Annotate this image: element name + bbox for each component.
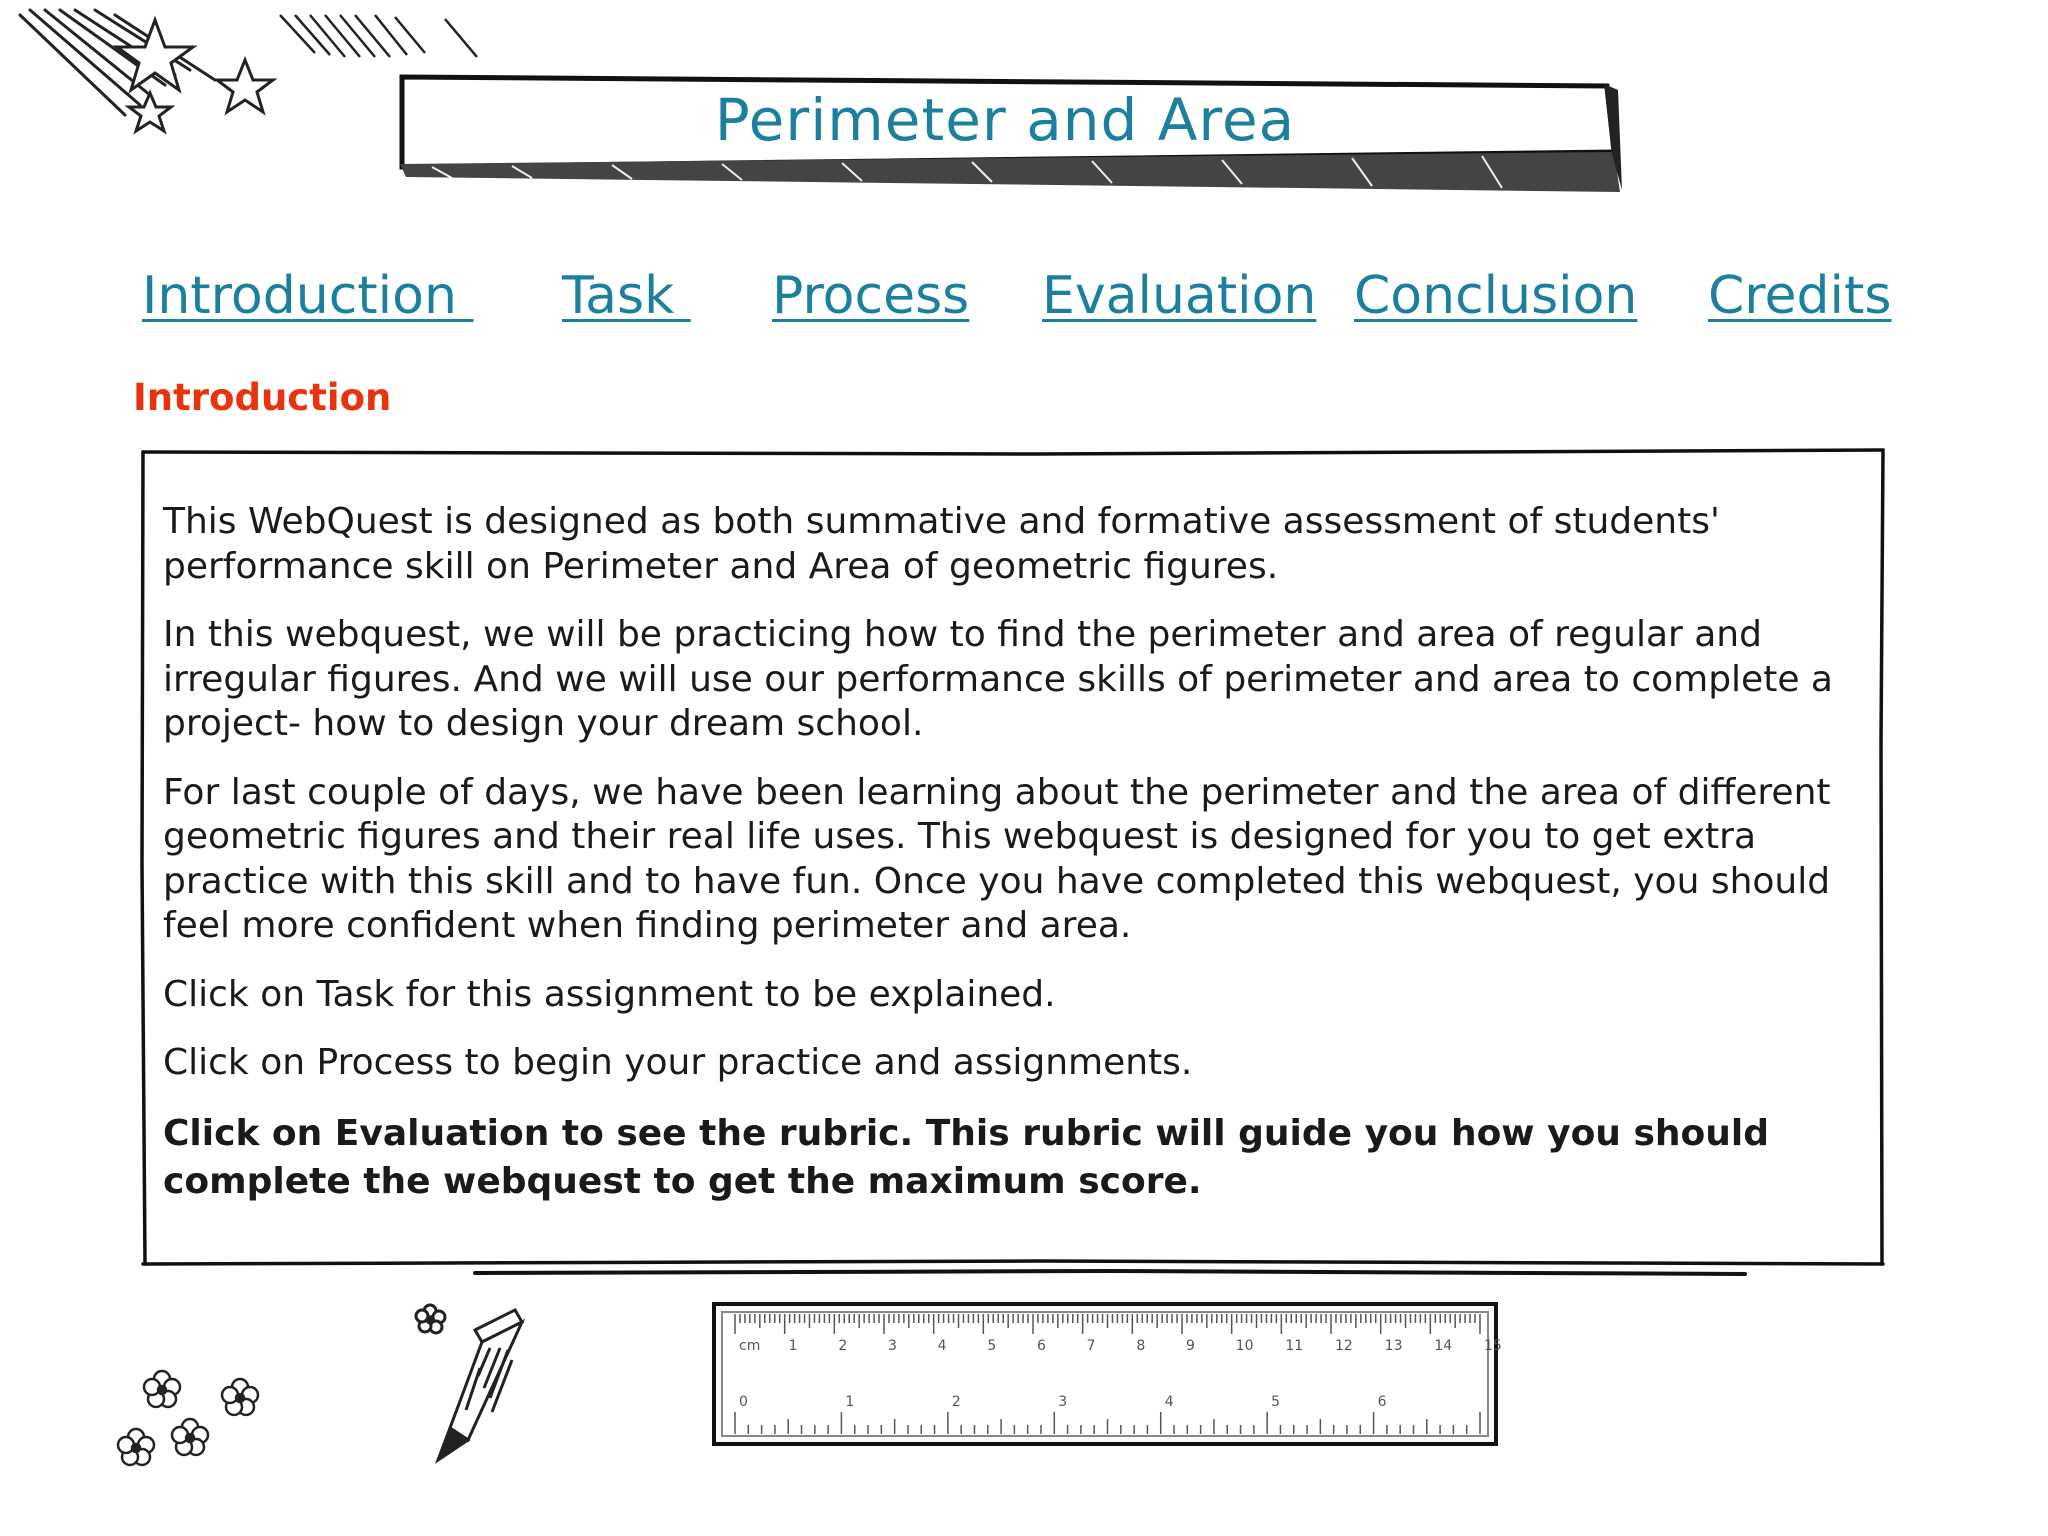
- ruler-bottom-label: 0: [739, 1394, 748, 1410]
- pencil-icon: [420, 1300, 550, 1470]
- nav-process-link[interactable]: Process: [772, 266, 970, 326]
- ruler-top-label: 13: [1384, 1338, 1403, 1354]
- intro-paragraph-4: Click on Task for this assignment to be explained.: [163, 973, 1056, 1015]
- nav-conclusion-link[interactable]: Conclusion: [1354, 266, 1638, 326]
- intro-paragraph-bold: Click on Evaluation to see the rubric. This rubric will guide you how you should complete the webquest to get the maximum score.: [163, 1112, 1769, 1202]
- content-body: [163, 500, 1863, 1230]
- ruler-top-label: 7: [1086, 1338, 1096, 1354]
- ruler-top-label: 8: [1136, 1338, 1146, 1354]
- nav-evaluation-link[interactable]: Evaluation: [1042, 266, 1317, 326]
- ruler-top-label: 15: [1484, 1338, 1502, 1354]
- ruler-top-label: 4: [937, 1338, 947, 1354]
- ruler-bottom-label: 1: [845, 1394, 855, 1410]
- ruler-bottom-label: 3: [1058, 1394, 1068, 1410]
- ruler-top-label: 11: [1285, 1338, 1304, 1354]
- flowers-icon: [100, 1280, 300, 1480]
- ruler-icon: [710, 1300, 1500, 1450]
- ruler-top-label: 9: [1186, 1338, 1195, 1354]
- ruler-top-label: 10: [1235, 1338, 1254, 1354]
- nav-credits-link[interactable]: Credits: [1708, 266, 1892, 326]
- divider-line: [470, 1267, 1750, 1279]
- ruler-top-label: 1: [788, 1338, 798, 1354]
- ruler-top-label: 3: [888, 1338, 897, 1354]
- intro-paragraph-3: For last couple of days, we have been learning about the perimeter and the area of different geometric figures and their real life uses. This webquest is designed for you to get extra practice with this skill and to have fun. Once you have completed this webquest, you should feel more confident when finding perimeter and area.: [163, 771, 1831, 946]
- intro-paragraph-1: This WebQuest is designed as both summative and formative assessment of students' performance skill on Perimeter and Area of geometric figures.: [163, 501, 1720, 587]
- ruler-top-label: 6: [1037, 1338, 1046, 1354]
- ruler-bottom-label: 6: [1377, 1394, 1387, 1410]
- page-title: Perimeter and Area: [714, 86, 1296, 154]
- nav-introduction-link[interactable]: Introduction: [142, 266, 474, 326]
- ruler-bottom-label: 4: [1164, 1394, 1174, 1410]
- ruler-top-label: 5: [987, 1338, 997, 1354]
- ruler-top-label: 2: [838, 1338, 848, 1354]
- ruler-bottom-label: 5: [1271, 1394, 1281, 1410]
- ruler-bottom-label: 2: [951, 1394, 961, 1410]
- intro-paragraph-5: Click on Process to begin your practice and assignments.: [163, 1042, 1193, 1083]
- ruler-top-label: 12: [1335, 1338, 1353, 1354]
- ruler-top-label: 14: [1434, 1338, 1453, 1354]
- ruler-top-label: cm: [739, 1338, 761, 1354]
- nav-task-link[interactable]: Task: [562, 266, 691, 326]
- section-heading: Introduction: [133, 376, 392, 419]
- intro-paragraph-2: In this webquest, we will be practicing how to find the perimeter and area of regular and irregular figures. And we will use our performance skills of perimeter and area to complete a project- how to design your dream school.: [163, 614, 1833, 744]
